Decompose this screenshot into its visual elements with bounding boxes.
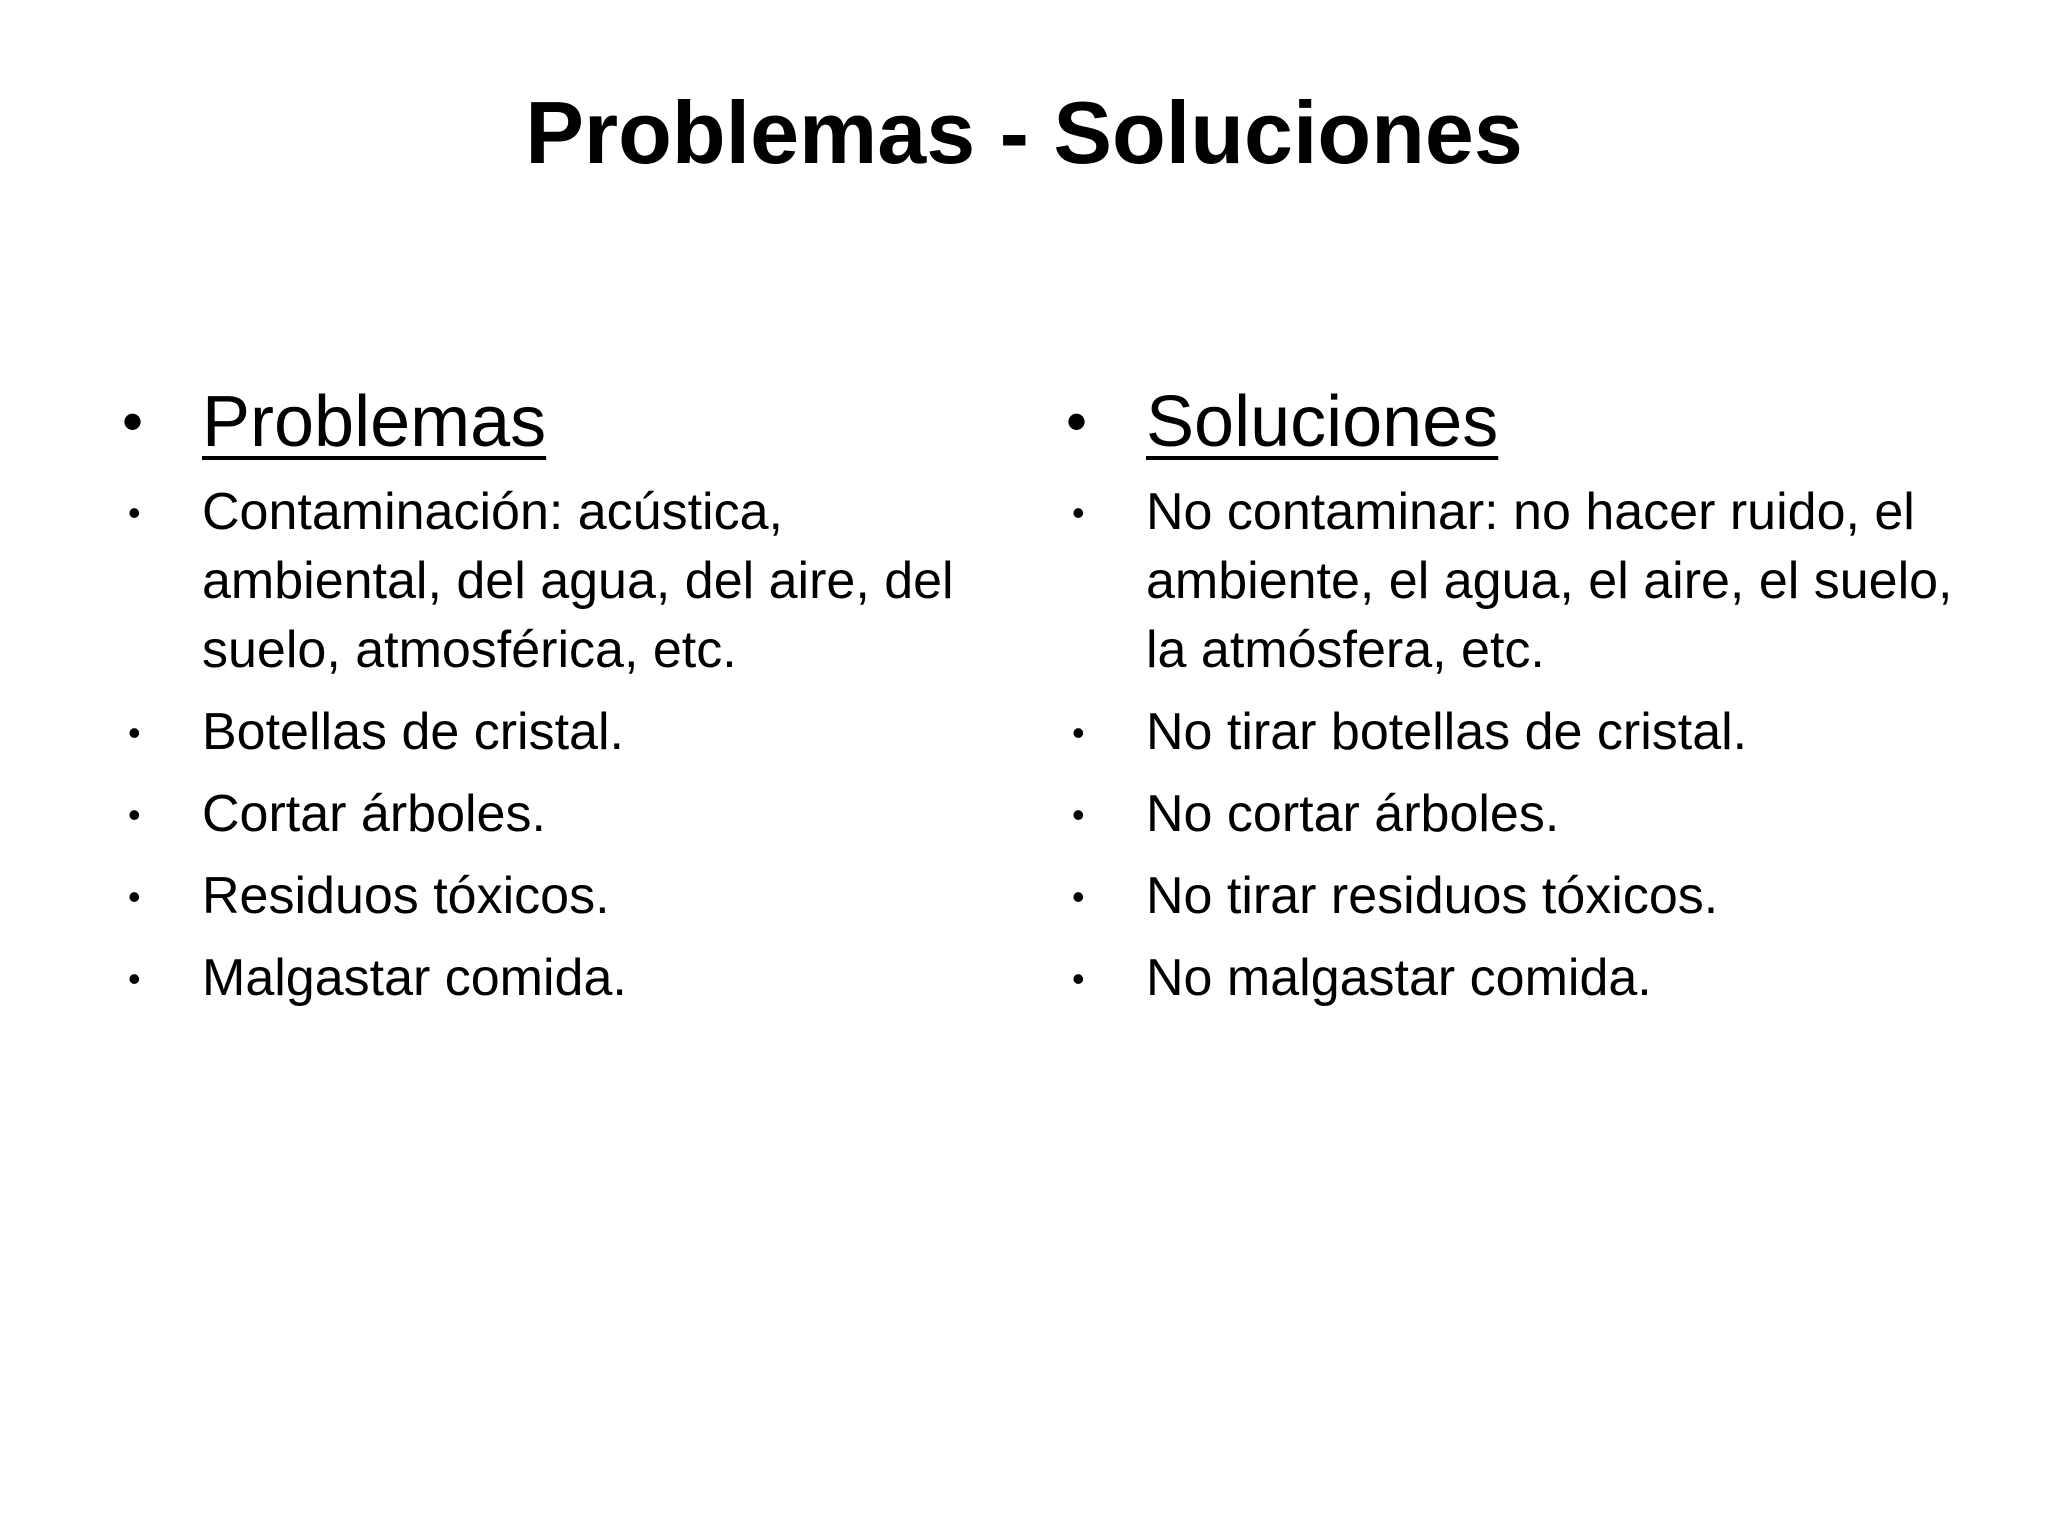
problem-item-text: Residuos tóxicos. (202, 867, 610, 925)
bullet-icon: • (122, 388, 144, 455)
problem-item (118, 780, 978, 849)
solution-item (1062, 478, 1962, 685)
problem-item-text: Contaminación: acústica, ambiental, del agua, del aire, del suelo, atmosférica, etc. (202, 483, 954, 679)
problems-heading-label: Problemas (202, 382, 547, 462)
slide-title: Problemas - Soluciones (525, 83, 1523, 182)
bullet-icon: • (128, 712, 141, 753)
problem-item-text: Cortar árboles. (202, 785, 546, 843)
bullet-icon: • (1072, 958, 1085, 999)
bullet-icon: • (128, 794, 141, 835)
solution-item (1062, 944, 1962, 1013)
solution-item-text: No malgastar comida. (1146, 949, 1652, 1007)
solution-item-text: No cortar árboles. (1146, 785, 1560, 843)
problem-item-text: Botellas de cristal. (202, 703, 624, 761)
problem-item (118, 698, 978, 767)
solutions-heading-label: Soluciones (1146, 382, 1499, 462)
solution-item (1062, 698, 1962, 767)
problem-item (118, 478, 978, 685)
bullet-icon: • (128, 876, 141, 917)
bullet-icon: • (1072, 712, 1085, 753)
solution-item-text: No contaminar: no hacer ruido, el ambiente, el agua, el aire, el suelo, la atmósfera, etc. (1146, 483, 1953, 679)
solutions-column (1062, 376, 1962, 1026)
solution-item-text: No tirar botellas de cristal. (1146, 703, 1748, 761)
solution-item-text: No tirar residuos tóxicos. (1146, 867, 1719, 925)
problem-item-text: Malgastar comida. (202, 949, 627, 1007)
problem-item (118, 862, 978, 931)
problem-item (118, 944, 978, 1013)
bullet-icon: • (128, 492, 141, 533)
bullet-icon: • (1072, 794, 1085, 835)
solution-item (1062, 862, 1962, 931)
bullet-icon: • (1072, 492, 1085, 533)
bullet-icon: • (128, 958, 141, 999)
problems-heading (118, 376, 978, 468)
solutions-heading (1062, 376, 1962, 468)
bullet-icon: • (1072, 876, 1085, 917)
problems-column (118, 376, 978, 1026)
bullet-icon: • (1066, 388, 1088, 455)
solution-item (1062, 780, 1962, 849)
